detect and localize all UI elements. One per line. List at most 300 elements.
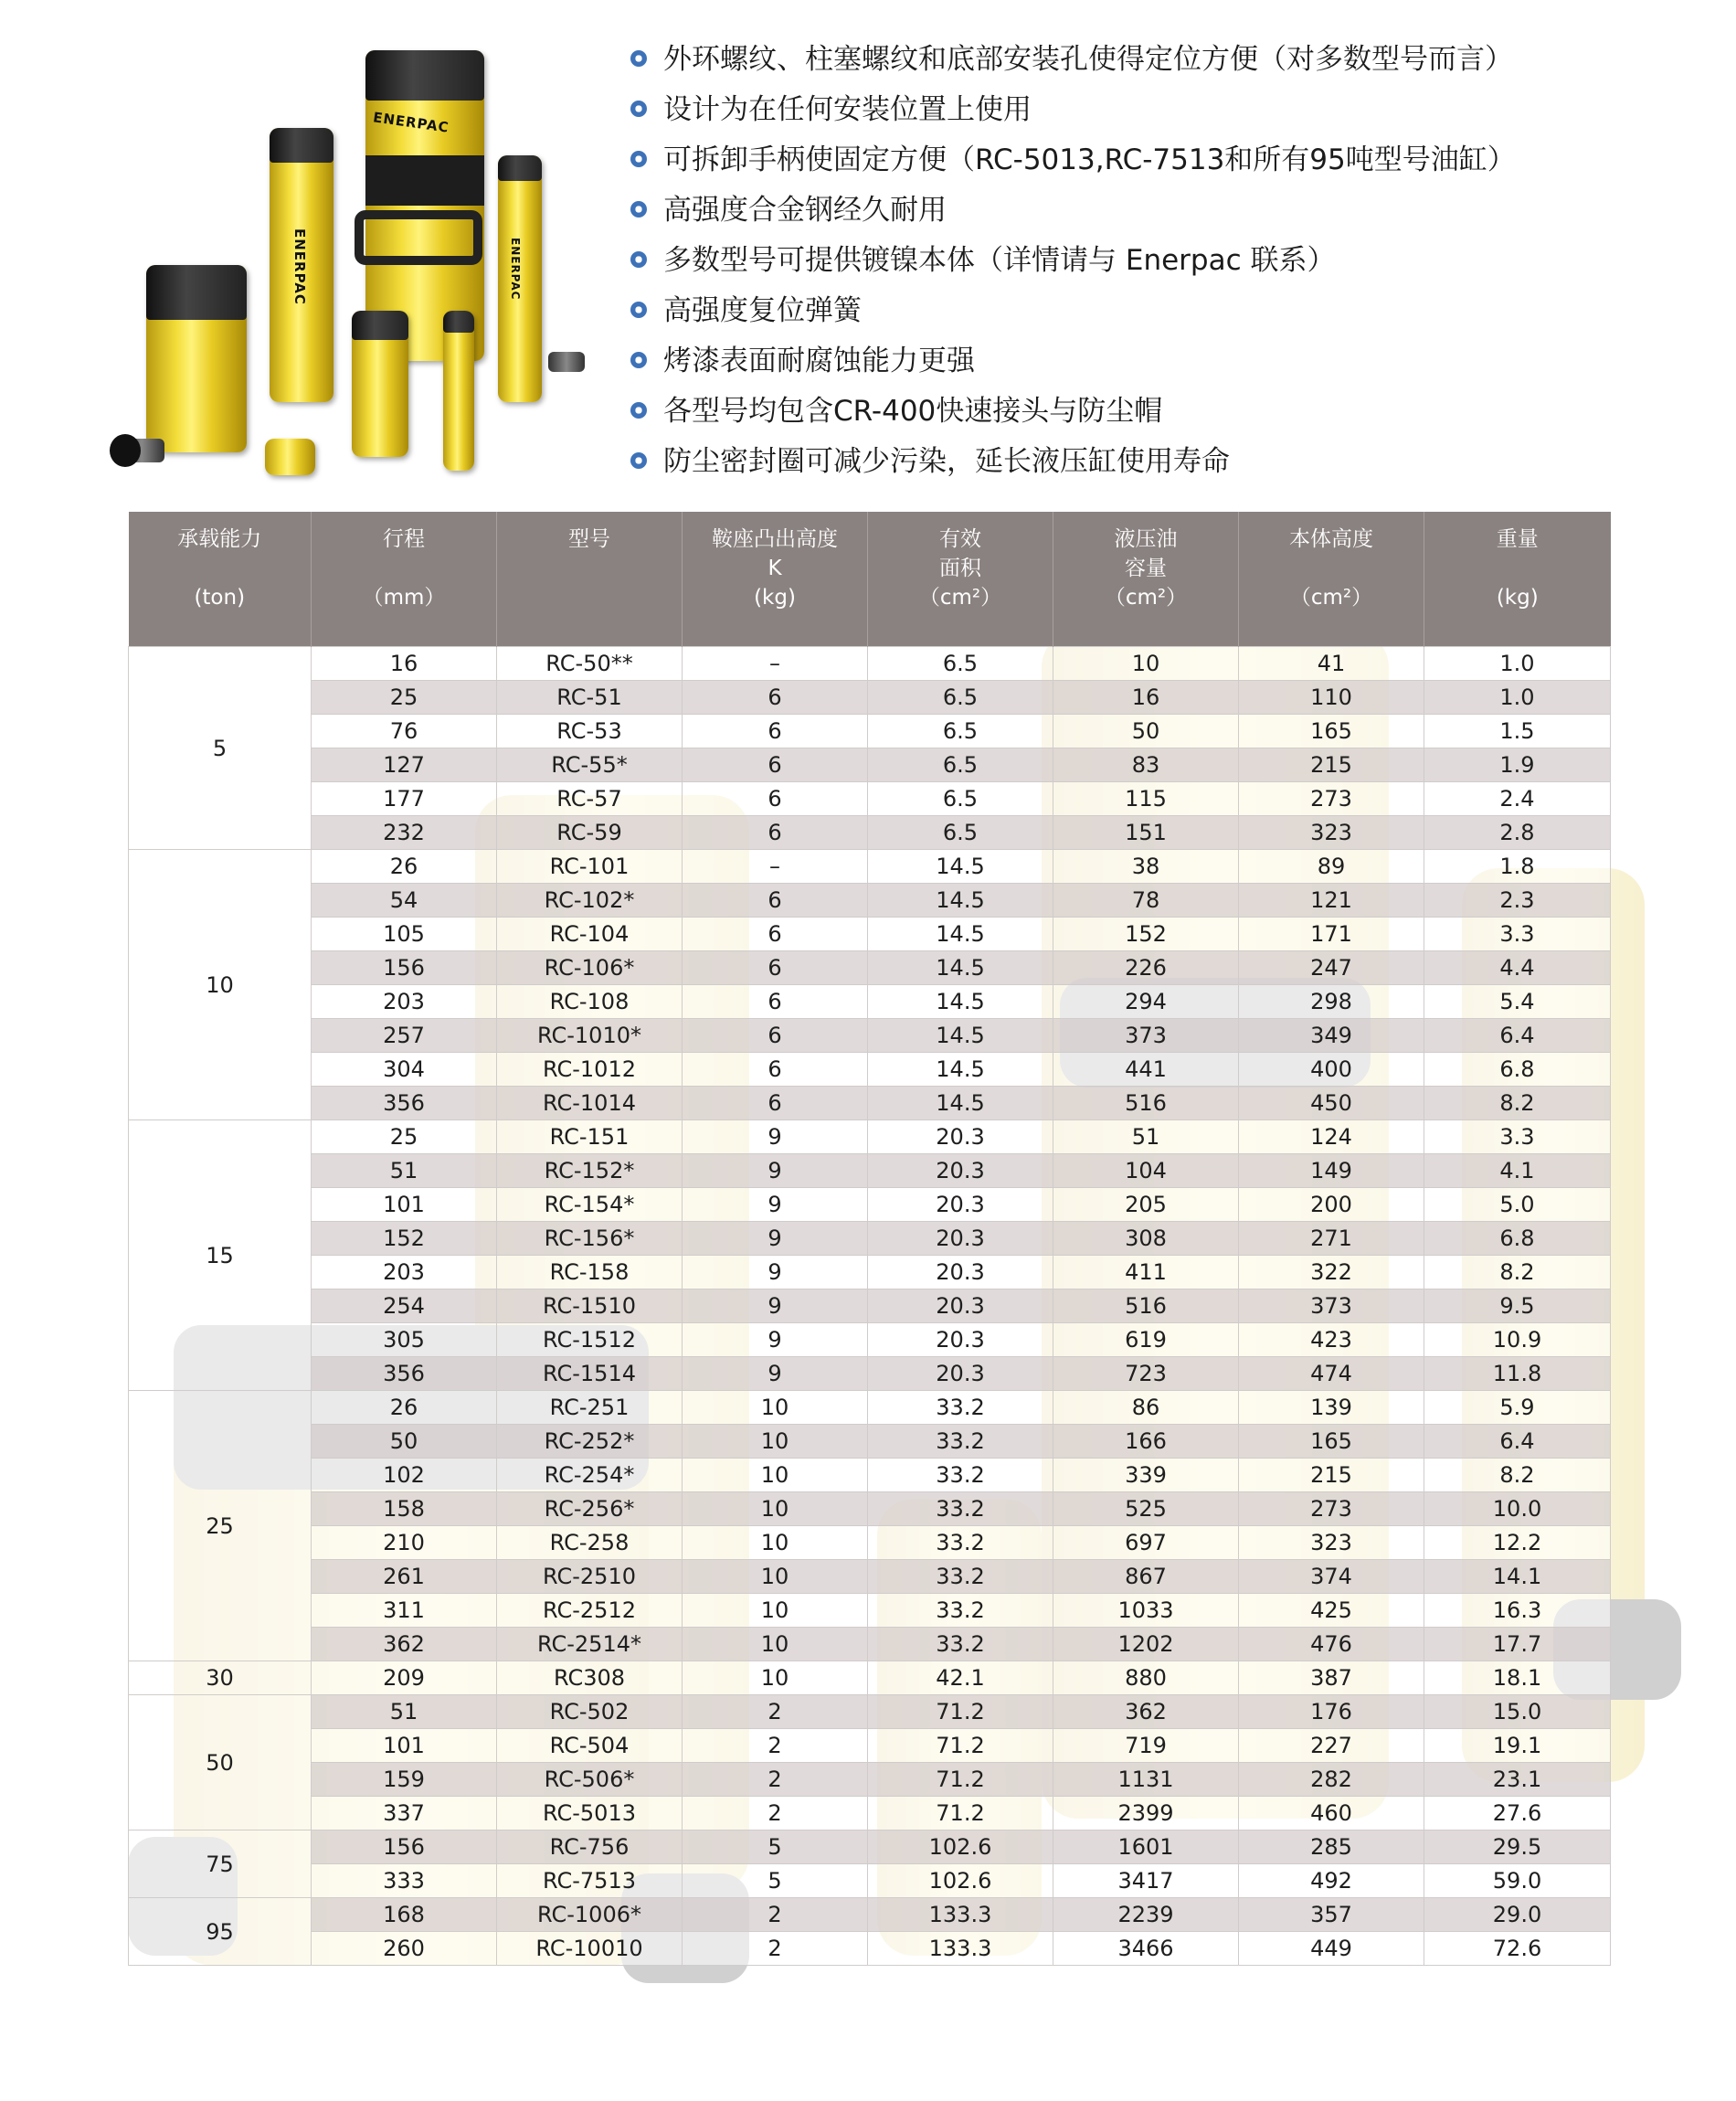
weight-cell: 15.0: [1424, 1695, 1611, 1729]
model-cell: RC-2514*: [497, 1628, 683, 1661]
model-cell: RC-2512: [497, 1594, 683, 1628]
saddle-height-cell: 6: [683, 884, 868, 918]
weight-cell: 10.0: [1424, 1492, 1611, 1526]
weight-cell: 5.4: [1424, 985, 1611, 1019]
oil-capacity-cell: 411: [1053, 1256, 1239, 1289]
model-cell: RC-252*: [497, 1425, 683, 1459]
stroke-cell: 105: [312, 918, 497, 951]
effective-area-cell: 6.5: [868, 681, 1053, 715]
feature-item: 设计为在任何安装位置上使用: [630, 89, 1516, 139]
col-header-effective-area: 有效 面积 （cm²）: [868, 512, 1053, 647]
stroke-cell: 152: [312, 1222, 497, 1256]
col-header-oil-capacity: 液压油 容量 （cm²）: [1053, 512, 1239, 647]
body-height-cell: 474: [1239, 1357, 1424, 1391]
model-cell: RC-151: [497, 1120, 683, 1154]
model-cell: RC-1006*: [497, 1898, 683, 1932]
effective-area-cell: 71.2: [868, 1695, 1053, 1729]
effective-area-cell: 20.3: [868, 1323, 1053, 1357]
saddle-height-cell: 6: [683, 1019, 868, 1053]
bullet-icon: [630, 251, 647, 268]
col-header-body-height: 本体高度 （cm²）: [1239, 512, 1424, 647]
table-row: [129, 1560, 1611, 1594]
body-height-cell: 298: [1239, 985, 1424, 1019]
body-height-cell: 41: [1239, 647, 1424, 681]
small-cylinder: [352, 311, 408, 457]
body-height-cell: 349: [1239, 1019, 1424, 1053]
coupler-cap: [110, 434, 141, 467]
effective-area-cell: 14.5: [868, 951, 1053, 985]
effective-area-cell: 20.3: [868, 1120, 1053, 1154]
weight-cell: 29.0: [1424, 1898, 1611, 1932]
stroke-cell: 156: [312, 1830, 497, 1864]
stroke-cell: 209: [312, 1661, 497, 1695]
model-cell: RC-59: [497, 816, 683, 850]
body-height-cell: 387: [1239, 1661, 1424, 1695]
oil-capacity-cell: 2239: [1053, 1898, 1239, 1932]
saddle-height-cell: 9: [683, 1188, 868, 1222]
oil-capacity-cell: 3417: [1053, 1864, 1239, 1898]
body-height-cell: 460: [1239, 1797, 1424, 1830]
table-row: [129, 1357, 1611, 1391]
weight-cell: 2.4: [1424, 782, 1611, 816]
effective-area-cell: 33.2: [868, 1628, 1053, 1661]
table-row: [129, 1898, 1611, 1932]
saddle-height-cell: 10: [683, 1526, 868, 1560]
effective-area-cell: 20.3: [868, 1357, 1053, 1391]
table-row: [129, 850, 1611, 884]
model-cell: RC-158: [497, 1256, 683, 1289]
effective-area-cell: 20.3: [868, 1188, 1053, 1222]
model-cell: RC-1014: [497, 1087, 683, 1120]
saddle-height-cell: 6: [683, 985, 868, 1019]
stroke-cell: 203: [312, 1256, 497, 1289]
table-row: [129, 816, 1611, 850]
capacity-cell: 30: [129, 1661, 312, 1695]
body-height-cell: 492: [1239, 1864, 1424, 1898]
body-height-cell: 476: [1239, 1628, 1424, 1661]
stroke-cell: 304: [312, 1053, 497, 1087]
weight-cell: 19.1: [1424, 1729, 1611, 1763]
saddle-height-cell: 9: [683, 1222, 868, 1256]
oil-capacity-cell: 205: [1053, 1188, 1239, 1222]
body-height-cell: 165: [1239, 1425, 1424, 1459]
stroke-cell: 102: [312, 1459, 497, 1492]
body-height-cell: 425: [1239, 1594, 1424, 1628]
saddle-height-cell: –: [683, 850, 868, 884]
effective-area-cell: 20.3: [868, 1256, 1053, 1289]
body-height-cell: 374: [1239, 1560, 1424, 1594]
saddle-height-cell: 9: [683, 1120, 868, 1154]
stroke-cell: 232: [312, 816, 497, 850]
table-row: [129, 1864, 1611, 1898]
body-height-cell: 247: [1239, 951, 1424, 985]
model-cell: RC-1510: [497, 1289, 683, 1323]
model-cell: RC-5013: [497, 1797, 683, 1830]
stroke-cell: 26: [312, 1391, 497, 1425]
table-row: [129, 1628, 1611, 1661]
model-cell: RC-51: [497, 681, 683, 715]
model-cell: RC-504: [497, 1729, 683, 1763]
stroke-cell: 25: [312, 1120, 497, 1154]
effective-area-cell: 102.6: [868, 1830, 1053, 1864]
table-row: [129, 1830, 1611, 1864]
effective-area-cell: 71.2: [868, 1729, 1053, 1763]
weight-cell: 9.5: [1424, 1289, 1611, 1323]
table-row: [129, 1425, 1611, 1459]
feature-item: 可拆卸手柄使固定方便（RC-5013,RC-7513和所有95吨型号油缸）: [630, 139, 1516, 189]
weight-cell: 10.9: [1424, 1323, 1611, 1357]
stroke-cell: 156: [312, 951, 497, 985]
body-height-cell: 124: [1239, 1120, 1424, 1154]
model-cell: RC-7513: [497, 1864, 683, 1898]
table-row: [129, 681, 1611, 715]
weight-cell: 5.9: [1424, 1391, 1611, 1425]
bullet-icon: [630, 302, 647, 318]
weight-cell: 23.1: [1424, 1763, 1611, 1797]
feature-list: [630, 38, 1516, 491]
stroke-cell: 50: [312, 1425, 497, 1459]
body-height-cell: 449: [1239, 1932, 1424, 1966]
effective-area-cell: 14.5: [868, 884, 1053, 918]
model-cell: RC-506*: [497, 1763, 683, 1797]
body-height-cell: 450: [1239, 1087, 1424, 1120]
oil-capacity-cell: 373: [1053, 1019, 1239, 1053]
body-height-cell: 273: [1239, 1492, 1424, 1526]
table-row: [129, 1492, 1611, 1526]
weight-cell: 1.0: [1424, 681, 1611, 715]
col-header-model: 型号: [497, 512, 683, 647]
body-height-cell: 227: [1239, 1729, 1424, 1763]
model-cell: RC-254*: [497, 1459, 683, 1492]
effective-area-cell: 33.2: [868, 1391, 1053, 1425]
feature-item: 外环螺纹、柱塞螺纹和底部安装孔使得定位方便（对多数型号而言）: [630, 38, 1516, 89]
table-row: [129, 1120, 1611, 1154]
saddle-height-cell: 2: [683, 1932, 868, 1966]
tall-cylinder-left: ENERPAC: [270, 128, 333, 402]
saddle-height-cell: 9: [683, 1256, 868, 1289]
col-header-saddle-height: 鞍座凸出高度 K (kg): [683, 512, 868, 647]
weight-cell: 4.1: [1424, 1154, 1611, 1188]
table-row: [129, 1729, 1611, 1763]
oil-capacity-cell: 152: [1053, 918, 1239, 951]
model-cell: RC-251: [497, 1391, 683, 1425]
stroke-cell: 203: [312, 985, 497, 1019]
saddle-height-cell: 2: [683, 1695, 868, 1729]
oil-capacity-cell: 1601: [1053, 1830, 1239, 1864]
model-cell: RC-102*: [497, 884, 683, 918]
body-height-cell: 271: [1239, 1222, 1424, 1256]
saddle-height-cell: 9: [683, 1154, 868, 1188]
product-photo: [119, 37, 594, 493]
oil-capacity-cell: 867: [1053, 1560, 1239, 1594]
capacity-cell: 10: [129, 850, 312, 1120]
saddle-height-cell: 6: [683, 1053, 868, 1087]
stroke-cell: 16: [312, 647, 497, 681]
oil-capacity-cell: 880: [1053, 1661, 1239, 1695]
oil-capacity-cell: 10: [1053, 647, 1239, 681]
body-height-cell: 121: [1239, 884, 1424, 918]
effective-area-cell: 71.2: [868, 1797, 1053, 1830]
weight-cell: 72.6: [1424, 1932, 1611, 1966]
table-row: [129, 1222, 1611, 1256]
model-cell: RC-10010: [497, 1932, 683, 1966]
col-header-capacity: 承载能力 (ton): [129, 512, 312, 647]
body-height-cell: 282: [1239, 1763, 1424, 1797]
model-cell: RC-1514: [497, 1357, 683, 1391]
tall-cylinder-right: ENERPAC: [498, 155, 542, 402]
model-cell: RC-2510: [497, 1560, 683, 1594]
weight-cell: 18.1: [1424, 1661, 1611, 1695]
saddle-height-cell: 6: [683, 681, 868, 715]
table-row: [129, 782, 1611, 816]
body-height-cell: 110: [1239, 681, 1424, 715]
weight-cell: 16.3: [1424, 1594, 1611, 1628]
feature-item: 防尘密封圈可减少污染，延长液压缸使用寿命: [630, 440, 1516, 491]
stroke-cell: 333: [312, 1864, 497, 1898]
saddle-height-cell: 6: [683, 816, 868, 850]
tiny-cylinder: [265, 439, 315, 475]
table-row: [129, 1797, 1611, 1830]
oil-capacity-cell: 83: [1053, 748, 1239, 782]
stroke-cell: 362: [312, 1628, 497, 1661]
slim-cylinder: [443, 311, 474, 471]
model-cell: RC308: [497, 1661, 683, 1695]
saddle-height-cell: 10: [683, 1594, 868, 1628]
model-cell: RC-104: [497, 918, 683, 951]
table-row: [129, 715, 1611, 748]
brand-logo: ENERPAC: [372, 109, 450, 136]
stroke-cell: 26: [312, 850, 497, 884]
saddle-height-cell: 6: [683, 715, 868, 748]
oil-capacity-cell: 619: [1053, 1323, 1239, 1357]
table-row: [129, 1594, 1611, 1628]
table-row: [129, 1661, 1611, 1695]
saddle-height-cell: 9: [683, 1289, 868, 1323]
stroke-cell: 260: [312, 1932, 497, 1966]
model-cell: RC-154*: [497, 1188, 683, 1222]
table-row: [129, 1526, 1611, 1560]
table-row: [129, 647, 1611, 681]
weight-cell: 4.4: [1424, 951, 1611, 985]
effective-area-cell: 6.5: [868, 748, 1053, 782]
weight-cell: 14.1: [1424, 1560, 1611, 1594]
effective-area-cell: 14.5: [868, 1053, 1053, 1087]
oil-capacity-cell: 294: [1053, 985, 1239, 1019]
oil-capacity-cell: 362: [1053, 1695, 1239, 1729]
model-cell: RC-55*: [497, 748, 683, 782]
weight-cell: 6.4: [1424, 1019, 1611, 1053]
body-height-cell: 200: [1239, 1188, 1424, 1222]
weight-cell: 6.8: [1424, 1053, 1611, 1087]
table-row: [129, 951, 1611, 985]
oil-capacity-cell: 166: [1053, 1425, 1239, 1459]
stroke-cell: 337: [312, 1797, 497, 1830]
effective-area-cell: 133.3: [868, 1932, 1053, 1966]
body-height-cell: 323: [1239, 1526, 1424, 1560]
model-cell: RC-256*: [497, 1492, 683, 1526]
table-body: [129, 647, 1611, 1966]
oil-capacity-cell: 1131: [1053, 1763, 1239, 1797]
saddle-height-cell: 10: [683, 1459, 868, 1492]
oil-capacity-cell: 697: [1053, 1526, 1239, 1560]
bullet-icon: [630, 452, 647, 469]
table-header-row: [129, 512, 1611, 647]
body-height-cell: 357: [1239, 1898, 1424, 1932]
effective-area-cell: 33.2: [868, 1594, 1053, 1628]
oil-capacity-cell: 516: [1053, 1289, 1239, 1323]
model-cell: RC-756: [497, 1830, 683, 1864]
stroke-cell: 177: [312, 782, 497, 816]
body-height-cell: 323: [1239, 816, 1424, 850]
weight-cell: 1.0: [1424, 647, 1611, 681]
table-row: [129, 1154, 1611, 1188]
effective-area-cell: 6.5: [868, 715, 1053, 748]
effective-area-cell: 14.5: [868, 1019, 1053, 1053]
oil-capacity-cell: 104: [1053, 1154, 1239, 1188]
effective-area-cell: 6.5: [868, 782, 1053, 816]
weight-cell: 1.9: [1424, 748, 1611, 782]
saddle-height-cell: 2: [683, 1763, 868, 1797]
model-cell: RC-152*: [497, 1154, 683, 1188]
saddle-height-cell: 9: [683, 1357, 868, 1391]
oil-capacity-cell: 339: [1053, 1459, 1239, 1492]
bullet-icon: [630, 201, 647, 218]
effective-area-cell: 33.2: [868, 1425, 1053, 1459]
carry-handle: [355, 210, 482, 265]
model-cell: RC-502: [497, 1695, 683, 1729]
model-cell: RC-1512: [497, 1323, 683, 1357]
oil-capacity-cell: 723: [1053, 1357, 1239, 1391]
effective-area-cell: 6.5: [868, 647, 1053, 681]
capacity-cell: 50: [129, 1695, 312, 1830]
saddle-height-cell: 6: [683, 1087, 868, 1120]
model-cell: RC-108: [497, 985, 683, 1019]
oil-capacity-cell: 441: [1053, 1053, 1239, 1087]
effective-area-cell: 33.2: [868, 1459, 1053, 1492]
oil-capacity-cell: 2399: [1053, 1797, 1239, 1830]
bullet-icon: [630, 50, 647, 67]
oil-capacity-cell: 719: [1053, 1729, 1239, 1763]
table-row: [129, 1053, 1611, 1087]
bullet-icon: [630, 151, 647, 167]
table-row: [129, 1019, 1611, 1053]
effective-area-cell: 20.3: [868, 1222, 1053, 1256]
table-row: [129, 1391, 1611, 1425]
body-height-cell: 89: [1239, 850, 1424, 884]
effective-area-cell: 14.5: [868, 918, 1053, 951]
saddle-height-cell: 6: [683, 918, 868, 951]
saddle-height-cell: 2: [683, 1797, 868, 1830]
oil-capacity-cell: 3466: [1053, 1932, 1239, 1966]
weight-cell: 3.3: [1424, 918, 1611, 951]
effective-area-cell: 33.2: [868, 1492, 1053, 1526]
bullet-icon: [630, 101, 647, 117]
effective-area-cell: 42.1: [868, 1661, 1053, 1695]
weight-cell: 1.8: [1424, 850, 1611, 884]
weight-cell: 8.2: [1424, 1087, 1611, 1120]
stroke-cell: 159: [312, 1763, 497, 1797]
effective-area-cell: 6.5: [868, 816, 1053, 850]
bullet-icon: [630, 402, 647, 419]
effective-area-cell: 14.5: [868, 985, 1053, 1019]
table-row: [129, 985, 1611, 1019]
table-row: [129, 884, 1611, 918]
weight-cell: 3.3: [1424, 1120, 1611, 1154]
stroke-cell: 257: [312, 1019, 497, 1053]
body-height-cell: 400: [1239, 1053, 1424, 1087]
table-row: [129, 1763, 1611, 1797]
feature-item: 高强度合金钢经久耐用: [630, 189, 1516, 239]
weight-cell: 8.2: [1424, 1459, 1611, 1492]
stroke-cell: 101: [312, 1729, 497, 1763]
table-row: [129, 1695, 1611, 1729]
feature-item: 烤漆表面耐腐蚀能力更强: [630, 340, 1516, 390]
stroke-cell: 311: [312, 1594, 497, 1628]
effective-area-cell: 102.6: [868, 1864, 1053, 1898]
body-height-cell: 149: [1239, 1154, 1424, 1188]
model-cell: RC-57: [497, 782, 683, 816]
stroke-cell: 356: [312, 1357, 497, 1391]
saddle-height-cell: 10: [683, 1492, 868, 1526]
weight-cell: 6.4: [1424, 1425, 1611, 1459]
body-height-cell: 423: [1239, 1323, 1424, 1357]
table-row: [129, 748, 1611, 782]
stroke-cell: 51: [312, 1695, 497, 1729]
effective-area-cell: 20.3: [868, 1154, 1053, 1188]
effective-area-cell: 33.2: [868, 1526, 1053, 1560]
saddle-height-cell: –: [683, 647, 868, 681]
oil-capacity-cell: 151: [1053, 816, 1239, 850]
col-header-weight: 重量 (kg): [1424, 512, 1611, 647]
table-row: [129, 918, 1611, 951]
capacity-cell: 5: [129, 647, 312, 850]
table-row: [129, 1289, 1611, 1323]
feature-item: 多数型号可提供镀镍本体（详情请与 Enerpac 联系）: [630, 239, 1516, 290]
saddle-height-cell: 6: [683, 951, 868, 985]
oil-capacity-cell: 50: [1053, 715, 1239, 748]
stroke-cell: 54: [312, 884, 497, 918]
model-cell: RC-258: [497, 1526, 683, 1560]
oil-capacity-cell: 115: [1053, 782, 1239, 816]
oil-capacity-cell: 1033: [1053, 1594, 1239, 1628]
spec-table: [128, 512, 1611, 1966]
model-cell: RC-1010*: [497, 1019, 683, 1053]
model-cell: RC-50**: [497, 647, 683, 681]
effective-area-cell: 133.3: [868, 1898, 1053, 1932]
oil-capacity-cell: 1202: [1053, 1628, 1239, 1661]
weight-cell: 2.3: [1424, 884, 1611, 918]
capacity-cell: 75: [129, 1830, 312, 1898]
saddle-height-cell: 10: [683, 1425, 868, 1459]
model-cell: RC-156*: [497, 1222, 683, 1256]
weight-cell: 12.2: [1424, 1526, 1611, 1560]
table-row: [129, 1188, 1611, 1222]
model-cell: RC-101: [497, 850, 683, 884]
body-height-cell: 215: [1239, 748, 1424, 782]
stroke-cell: 127: [312, 748, 497, 782]
oil-capacity-cell: 51: [1053, 1120, 1239, 1154]
body-height-cell: 273: [1239, 782, 1424, 816]
capacity-cell: 25: [129, 1391, 312, 1661]
weight-cell: 1.5: [1424, 715, 1611, 748]
stroke-cell: 261: [312, 1560, 497, 1594]
weight-cell: 6.8: [1424, 1222, 1611, 1256]
table-row: [129, 1087, 1611, 1120]
capacity-cell: 95: [129, 1898, 312, 1966]
saddle-height-cell: 2: [683, 1729, 868, 1763]
effective-area-cell: 14.5: [868, 1087, 1053, 1120]
oil-capacity-cell: 78: [1053, 884, 1239, 918]
